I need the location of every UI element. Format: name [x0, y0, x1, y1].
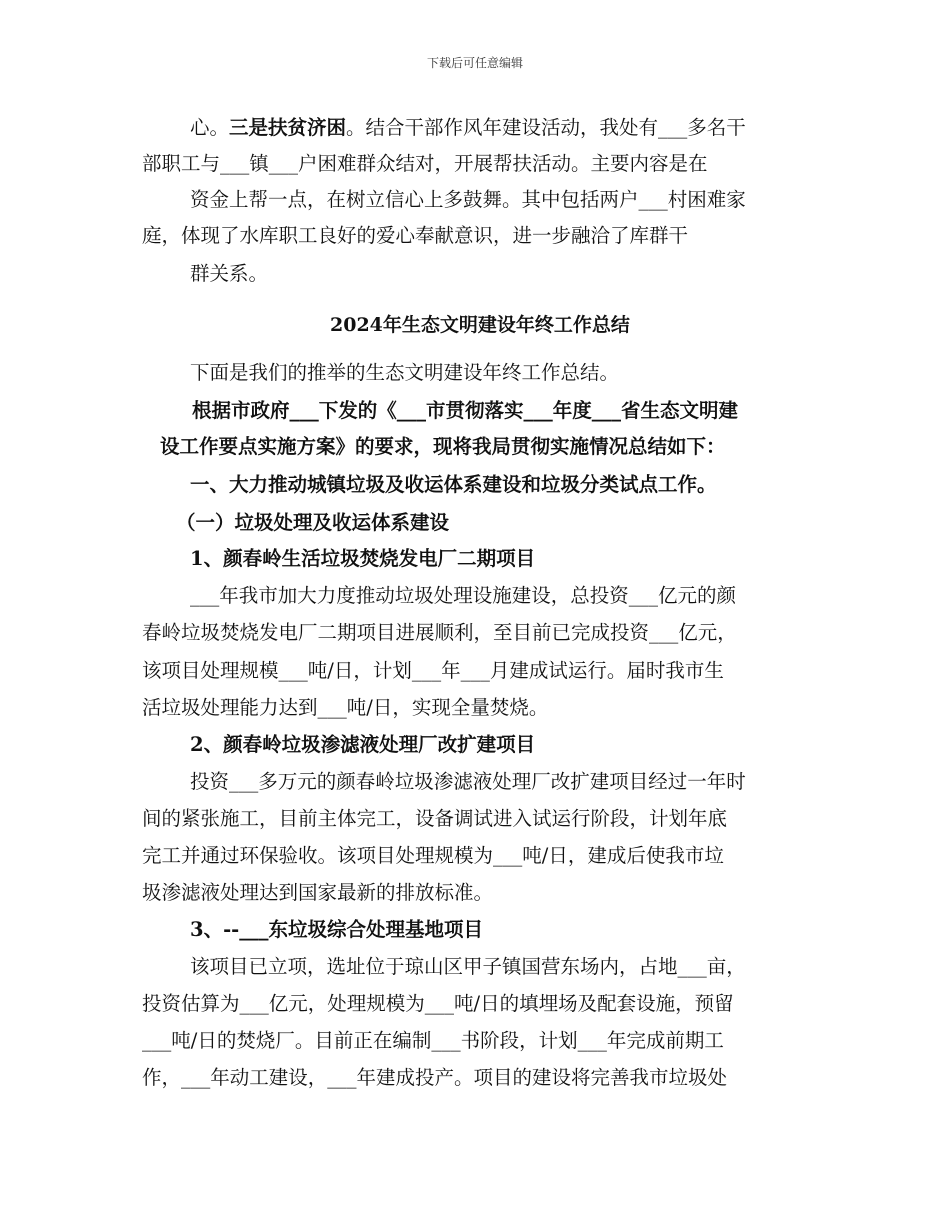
paragraph-line: 春岭垃圾焚烧发电厂二期项目进展顺利，至目前已完成投资___亿元，	[142, 621, 737, 644]
paragraph-line: 圾渗滤液处理达到国家最新的排放标准。	[142, 881, 494, 904]
paragraph-line: 间的紧张施工，目前主体完工，设备调试进入试运行阶段，计划年底	[142, 807, 728, 830]
paragraph-line	[190, 116, 746, 140]
item-heading: 2、颜春岭垃圾渗滤液处理厂改扩建项目	[190, 733, 536, 756]
paragraph-line: 下面是我们的推举的生态文明建设年终工作总结。	[190, 361, 620, 384]
paragraph-line: ___吨/日的焚烧厂。目前正在编制___书阶段，计划___年完成前期工	[142, 1029, 724, 1052]
paragraph-line: 投资估算为___亿元，处理规模为___吨/日的填埋场及配套设施，预留	[142, 992, 734, 1015]
paragraph-line: 设工作要点实施方案》的要求，现将我局贯彻实施情况总结如下：	[160, 435, 726, 458]
paragraph-line: 根据市政府___下发的《___市贯彻落实___年度___省生态文明建	[192, 399, 739, 422]
subsection-heading: （一）垃圾处理及收运体系建设	[176, 511, 450, 534]
text-span: 。结合干部作风年建设活动，我处有___多名干	[346, 116, 746, 139]
paragraph-line: 庭，体现了水库职工良好的爱心奉献意识，进一步融洽了库群干	[142, 224, 689, 247]
paragraph-line: 部职工与___镇___户困难群众结对，开展帮扶活动。主要内容是在	[142, 152, 708, 175]
paragraph-line: 活垃圾处理能力达到___吨/日，实现全量焚烧。	[142, 696, 549, 719]
paragraph-line: 群关系。	[190, 262, 269, 285]
paragraph-line: 该项目已立项，选址位于琼山区甲子镇国营东场内，占地___亩，	[190, 955, 746, 978]
bold-phrase: 三是扶贫济困	[229, 116, 347, 139]
paragraph-line: 完工并通过环保验收。该项目处理规模为___吨/日，建成后使我市垃	[142, 844, 724, 867]
paragraph-line: 资金上帮一点，在树立信心上多鼓舞。其中包括两户___村困难家	[190, 188, 746, 211]
paragraph-line: 投资___多万元的颜春岭垃圾渗滤液处理厂改扩建项目经过一年时	[190, 770, 746, 793]
paragraph-line: 作，___年动工建设，___年建成投产。项目的建设将完善我市垃圾处	[142, 1066, 728, 1089]
section-heading: 一、大力推动城镇垃圾及收运体系建设和垃圾分类试点工作。	[190, 473, 717, 496]
item-heading: 3、--___东垃圾综合处理基地项目	[190, 918, 484, 941]
paragraph-line: ___年我市加大力度推动垃圾处理设施建设，总投资___亿元的颜	[190, 584, 737, 607]
page-header: 下载后可任意编辑	[426, 56, 523, 70]
paragraph-line: 该项目处理规模___吨/日，计划___年___月建成试运行。届时我市生	[142, 659, 724, 682]
document-title: 2024年生态文明建设年终工作总结	[330, 314, 630, 336]
text-span: 心。	[190, 116, 230, 139]
item-heading: 1、颜春岭生活垃圾焚烧发电厂二期项目	[190, 547, 536, 570]
